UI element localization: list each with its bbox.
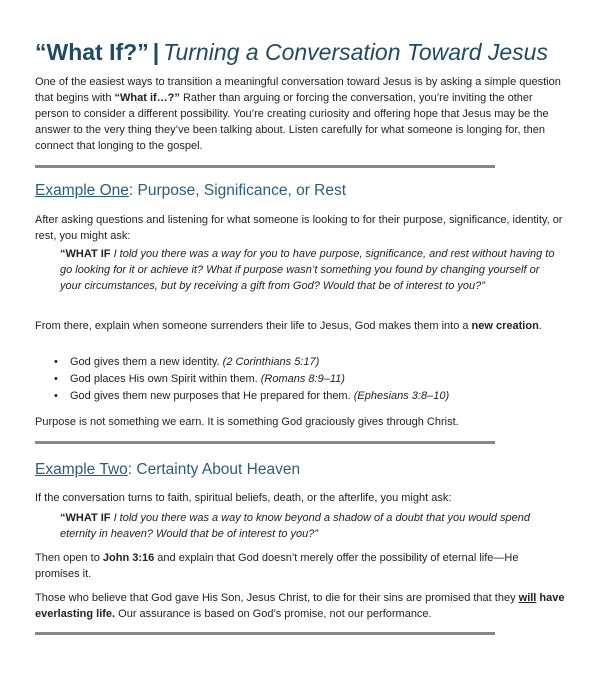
example-two-quote	[60, 510, 560, 542]
p1-post: and explain that God doesn’t merely offer the possibility of eternal life—He promises it.	[35, 552, 519, 580]
example-one-explain	[35, 318, 565, 334]
p2-bold: have everlasting life.	[35, 592, 565, 620]
page-title	[35, 38, 575, 66]
p1-text: Then open to	[35, 552, 103, 564]
example-one-closing: Purpose is not something we earn. It is something God graciously gives through Christ.	[35, 416, 459, 428]
example-two-paragraph-2	[35, 590, 565, 622]
example-two-heading	[35, 460, 555, 480]
p2-text: Those who believe that God gave His Son, Jesus Christ, to die for their sins are promised that they	[35, 592, 519, 604]
quote-two-text: I told you there was a way to know beyond a shadow of a doubt that you would spend eternity in heaven? Would that be of interest to you?”	[60, 512, 531, 540]
list-item	[48, 371, 568, 388]
explain-bold: new creation	[471, 320, 539, 332]
p1-bold: John 3:16	[102, 552, 155, 564]
bullet-dot-icon: •	[54, 356, 58, 368]
example-one-label: Example One	[35, 182, 129, 199]
intro-bold: “What if…?”	[114, 92, 180, 104]
title-main: “What If?”	[35, 39, 149, 65]
example-one-quote	[60, 246, 560, 294]
p2-bold-underlined: will	[518, 592, 537, 604]
quote-two-bold: “WHAT IF	[60, 512, 111, 524]
intro-text-1: One of the easiest ways to transition a meaningful conversation toward Jesus is by asking a simple question that begins with	[35, 76, 561, 104]
example-two-paragraph-1	[35, 550, 565, 582]
divider-1	[35, 165, 495, 168]
example-two-label: Example Two	[35, 461, 128, 478]
bullet-dot-icon: •	[54, 373, 58, 385]
quote-one-text: I told you there was a way for you to have purpose, significance, and rest without having to go looking for it or achieve it? What if purpose wasn’t something you found by changing yourself or your circumstances, but by receiving a gift from God? Would that be of interest to you?”	[60, 248, 555, 292]
example-one-title: : Purpose, Significance, or Rest	[128, 182, 347, 199]
example-two-title: : Certainty About Heaven	[127, 461, 301, 478]
p2-post: Our assurance is based on God’s promise, not our performance.	[115, 608, 432, 620]
title-subtitle: Turning a Conversation Toward Jesus	[163, 39, 548, 65]
bullet-reference: (2 Corinthians 5:17)	[222, 356, 320, 368]
example-two-lead: If the conversation turns to faith, spiritual beliefs, death, or the afterlife, you might ask:	[35, 492, 452, 504]
list-item	[48, 354, 568, 371]
new-creation-list	[48, 354, 568, 405]
bullet-text: God places His own Spirit within them.	[70, 373, 261, 385]
quote-one-bold: “WHAT IF	[60, 248, 111, 260]
example-one-heading	[35, 181, 555, 201]
bullet-text: God gives them new purposes that He prepared for them.	[70, 390, 354, 402]
bullet-text: God gives them a new identity.	[70, 356, 223, 368]
bullet-reference: (Ephesians 3:8–10)	[353, 390, 450, 402]
bullet-dot-icon: •	[54, 390, 58, 402]
intro-paragraph	[35, 74, 565, 154]
divider-2	[35, 441, 495, 444]
list-item	[48, 388, 568, 405]
explain-text: From there, explain when someone surrenders their life to Jesus, God makes them into a	[35, 320, 472, 332]
intro-text-2: Rather than arguing or forcing the conversation, you’re inviting the other person to consider a different possibility. You’re creating curiosity and offering hope that Jesus may be the answer to the very thing they’ve been talking about. Listen carefully for what someone is longing for, then connect that longing to the gospel.	[35, 92, 549, 152]
bullet-reference: (Romans 8:9–11)	[260, 373, 345, 385]
title-separator: |	[152, 39, 160, 65]
explain-post: .	[538, 320, 542, 332]
example-one-lead: After asking questions and listening for what someone is looking to for their purpose, significance, identity, or rest, you might ask:	[35, 214, 563, 242]
divider-3	[35, 632, 495, 635]
